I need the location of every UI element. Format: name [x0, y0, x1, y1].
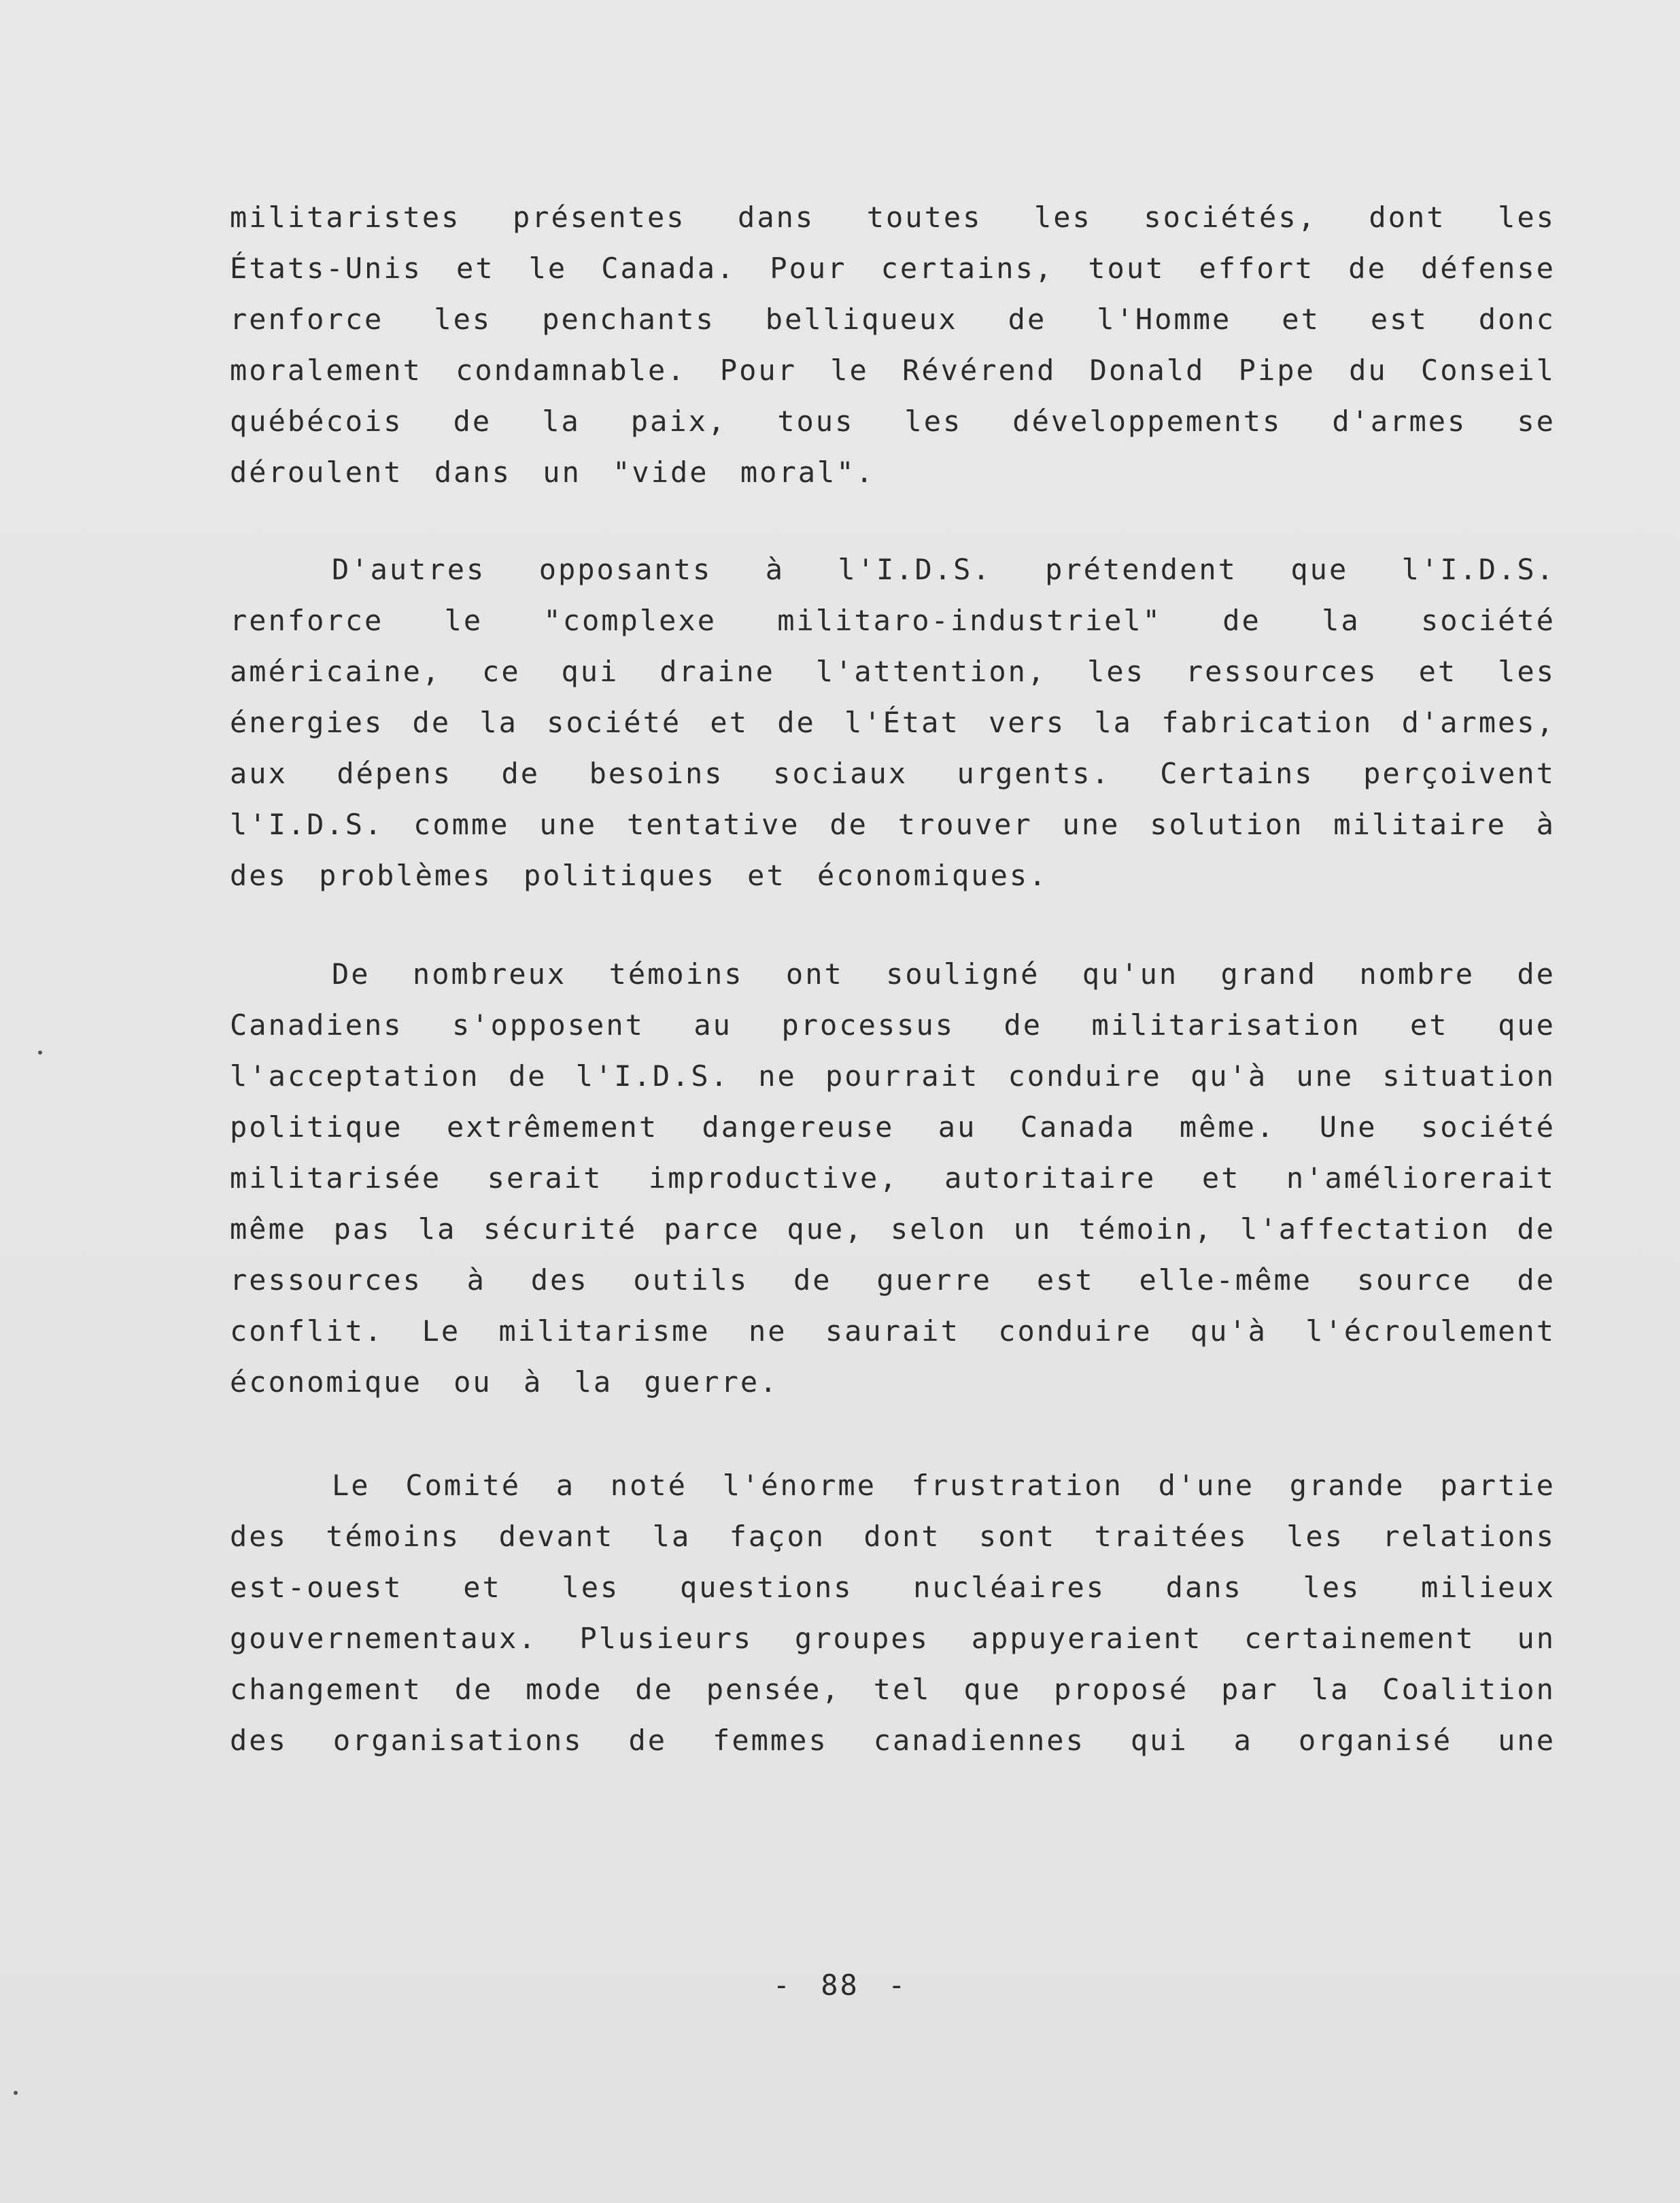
text-line: renforce le "complexe militaro-industriel" de la société — [230, 604, 1556, 637]
paragraph-1 — [230, 192, 1556, 498]
paragraph-2 — [230, 544, 1556, 901]
text-line: conflit. Le militarisme ne saurait conduire qu'à l'écroulement — [230, 1314, 1556, 1348]
text-line: énergies de la société et de l'État vers la fabrication d'armes, — [230, 706, 1556, 739]
text-line: est-ouest et les questions nucléaires dans les milieux — [230, 1571, 1556, 1604]
text-line: Canadiens s'opposent au processus de militarisation et que — [230, 1008, 1556, 1042]
text-line: Le Comité a noté l'énorme frustration d'une grande partie — [332, 1469, 1556, 1502]
text-line: militarisée serait improductive, autoritaire et n'améliorerait — [230, 1161, 1556, 1195]
scan-speck — [14, 2091, 18, 2095]
text-line: États-Unis et le Canada. Pour certains, tout effort de défense — [230, 252, 1556, 285]
text-line: renforce les penchants belliqueux de l'Homme et est donc — [230, 303, 1556, 336]
text-line: déroulent dans un "vide moral". — [230, 456, 875, 489]
text-line: militaristes présentes dans toutes les sociétés, dont les — [230, 201, 1556, 234]
text-line: ressources à des outils de guerre est elle-même source de — [230, 1263, 1556, 1297]
text-line: québécois de la paix, tous les développements d'armes se — [230, 405, 1556, 438]
text-line: américaine, ce qui draine l'attention, les ressources et les — [230, 655, 1556, 688]
text-line: D'autres opposants à l'I.D.S. prétendent que l'I.D.S. — [332, 553, 1556, 586]
text-line: l'I.D.S. comme une tentative de trouver une solution militaire à — [230, 808, 1556, 841]
text-line: des témoins devant la façon dont sont traitées les relations — [230, 1520, 1556, 1553]
text-line: politique extrêmement dangereuse au Canada même. Une société — [230, 1110, 1556, 1144]
text-line: l'acceptation de l'I.D.S. ne pourrait conduire qu'à une situation — [230, 1059, 1556, 1093]
text-line: économique ou à la guerre. — [230, 1365, 779, 1399]
paragraph-3 — [230, 949, 1556, 1407]
text-line: gouvernementaux. Plusieurs groupes appuyeraient certainement un — [230, 1622, 1556, 1655]
text-line: moralement condamnable. Pour le Révérend Donald Pipe du Conseil — [230, 354, 1556, 387]
text-line: même pas la sécurité parce que, selon un témoin, l'affectation de — [230, 1212, 1556, 1246]
scan-speck — [38, 1051, 42, 1055]
page-number: - 88 - — [772, 1968, 908, 2002]
text-line: des organisations de femmes canadiennes qui a organisé une — [230, 1724, 1556, 1757]
text-line: De nombreux témoins ont souligné qu'un grand nombre de — [332, 957, 1556, 991]
paragraph-4 — [230, 1460, 1556, 1766]
text-line: changement de mode de pensée, tel que proposé par la Coalition — [230, 1673, 1556, 1706]
text-line: aux dépens de besoins sociaux urgents. Certains perçoivent — [230, 757, 1556, 790]
text-line: des problèmes politiques et économiques. — [230, 859, 1048, 892]
